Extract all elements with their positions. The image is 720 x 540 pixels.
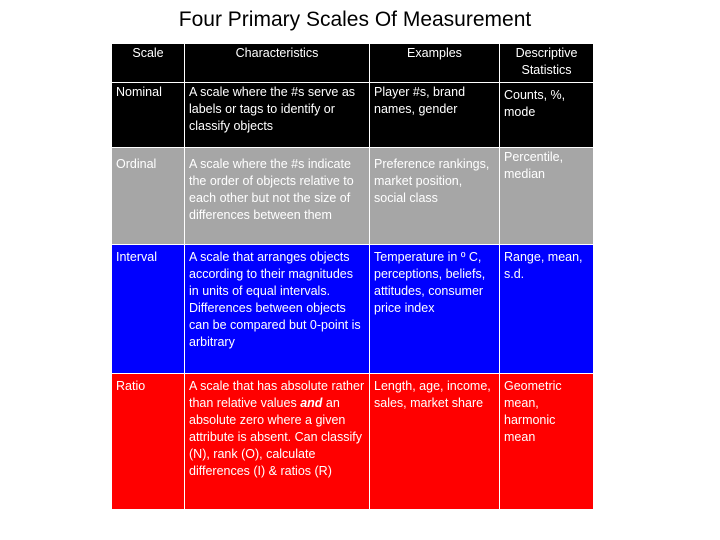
cell-characteristics: A scale where the #s serve as labels or tags to identify or classify objects bbox=[185, 83, 370, 148]
cell-characteristics bbox=[185, 374, 370, 510]
cell-scale: Ratio bbox=[112, 374, 185, 510]
cell-statistics: Range, mean, s.d. bbox=[500, 245, 594, 374]
table-row-ratio bbox=[112, 374, 594, 510]
cell-examples: Preference rankings, market position, social class bbox=[370, 148, 500, 245]
table-header-row bbox=[112, 44, 594, 83]
cell-characteristics: A scale where the #s indicate the order of objects relative to each other but not the size of differences between them bbox=[185, 148, 370, 245]
header-statistics: Descriptive Statistics bbox=[500, 44, 594, 83]
characteristics-text-pre: A scale that has absolute rather than relative values bbox=[189, 379, 365, 410]
cell-examples: Temperature in º C, perceptions, beliefs, attitudes, consumer price index bbox=[370, 245, 500, 374]
cell-characteristics: A scale that arranges objects according to their magnitudes in units of equal intervals. Differences between objects can be compared but 0-point is arbitrary bbox=[185, 245, 370, 374]
header-examples: Examples bbox=[370, 44, 500, 83]
table-row-ordinal bbox=[112, 148, 594, 245]
cell-statistics: Counts, %, mode bbox=[500, 83, 594, 148]
cell-statistics: Percentile, median bbox=[500, 148, 594, 245]
cell-scale: Nominal bbox=[112, 83, 185, 148]
table-row-nominal bbox=[112, 83, 594, 148]
cell-scale: Interval bbox=[112, 245, 185, 374]
header-characteristics: Characteristics bbox=[185, 44, 370, 83]
header-scale: Scale bbox=[112, 44, 185, 83]
cell-examples: Length, age, income, sales, market share bbox=[370, 374, 500, 510]
table-row-interval bbox=[112, 245, 594, 374]
cell-examples: Player #s, brand names, gender bbox=[370, 83, 500, 148]
scales-table bbox=[111, 43, 594, 510]
page-title: Four Primary Scales Of Measurement bbox=[178, 8, 532, 31]
cell-statistics: Geometric mean, harmonic mean bbox=[500, 374, 594, 510]
characteristics-emphasis: and bbox=[300, 396, 323, 410]
characteristics-text-post: an absolute zero where a given attribute is absent. Can classify (N), rank (O), calculate differences (I) & ratios (R) bbox=[189, 396, 362, 478]
cell-scale: Ordinal bbox=[112, 148, 185, 245]
